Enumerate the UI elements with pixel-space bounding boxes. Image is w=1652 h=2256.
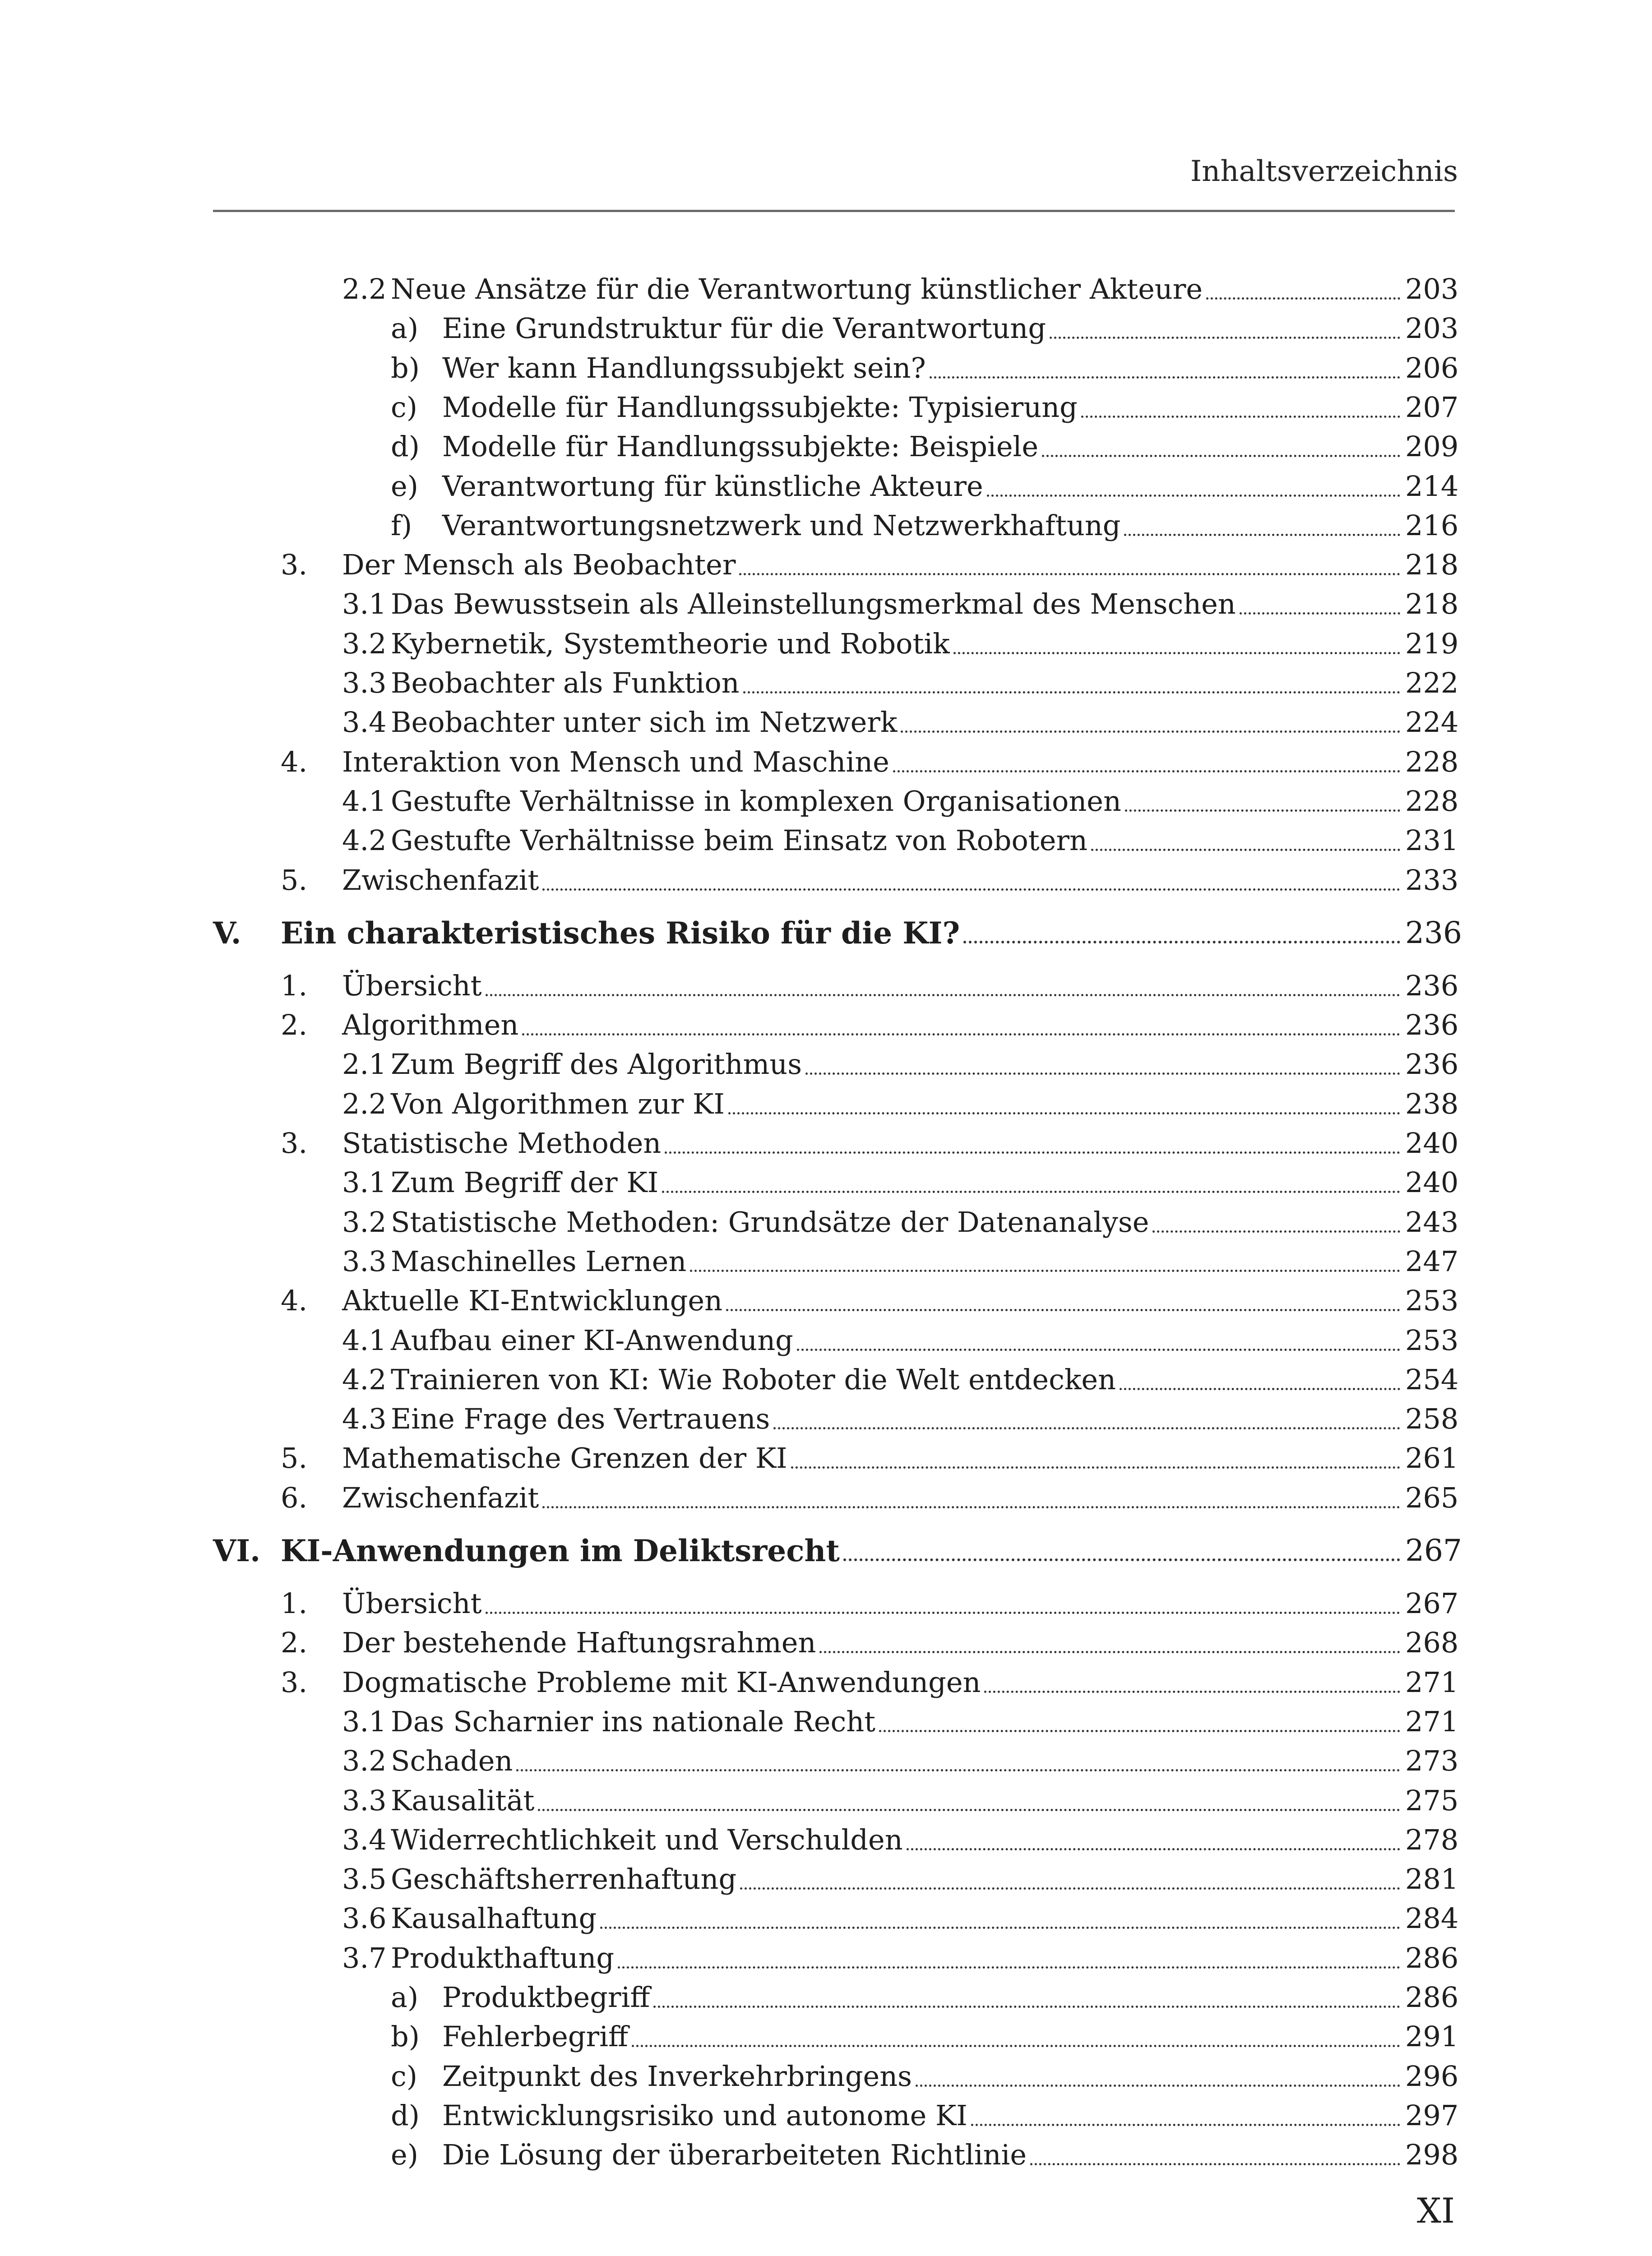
toc-entry-page: 253 bbox=[1405, 1323, 1459, 1357]
toc-entry-leader-line bbox=[342, 1007, 1404, 1044]
toc-entry-leader-line bbox=[342, 1585, 1404, 1622]
toc-entry-page: 233 bbox=[1405, 863, 1459, 897]
dot-leader bbox=[1030, 2163, 1400, 2165]
toc-entry-number: c) bbox=[391, 2059, 417, 2093]
toc-entry-page: 231 bbox=[1405, 824, 1459, 857]
toc-entry-title: Der bestehende Haftungsrahmen bbox=[342, 1626, 816, 1660]
toc-entry-number: 5. bbox=[281, 863, 308, 897]
toc-entry-row[interactable] bbox=[0, 2097, 1652, 2134]
toc-entry-number: 6. bbox=[281, 1481, 308, 1514]
toc-entry-title: Ein charakteristisches Risiko für die KI? bbox=[281, 915, 960, 951]
toc-entry-page: 254 bbox=[1405, 1363, 1459, 1396]
toc-entry-page: 284 bbox=[1405, 1902, 1459, 1935]
toc-entry-leader-line bbox=[342, 1624, 1404, 1661]
toc-entry-title: Übersicht bbox=[342, 1587, 482, 1620]
toc-entry-page: 219 bbox=[1405, 627, 1459, 660]
toc-entry-number: d) bbox=[391, 2099, 420, 2132]
toc-entry-number: 3.3 bbox=[342, 1784, 387, 1817]
toc-entry-row[interactable] bbox=[0, 428, 1652, 465]
toc-entry-row[interactable] bbox=[0, 310, 1652, 347]
toc-entry-page: 253 bbox=[1405, 1284, 1459, 1318]
toc-entry-row[interactable] bbox=[0, 1282, 1652, 1319]
toc-entry-title: Modelle für Handlungssubjekte: Beispiele bbox=[442, 430, 1039, 463]
toc-entry-leader-line bbox=[342, 967, 1404, 1004]
toc-entry-title: Das Scharnier ins nationale Recht bbox=[391, 1705, 876, 1738]
toc-entry-number: 3.6 bbox=[342, 1902, 387, 1935]
toc-entry-number: 3.2 bbox=[342, 1744, 387, 1778]
toc-entry-title: Zwischenfazit bbox=[342, 863, 539, 897]
toc-entry-row[interactable] bbox=[0, 2136, 1652, 2173]
toc-entry-leader-line bbox=[342, 744, 1404, 781]
toc-entry-title: Algorithmen bbox=[342, 1008, 519, 1042]
toc-entry-row[interactable] bbox=[0, 546, 1652, 583]
toc-entry-title: Aufbau einer KI-Anwendung bbox=[391, 1323, 793, 1357]
toc-entry-leader-line bbox=[342, 1479, 1404, 1516]
toc-entry-page: 281 bbox=[1405, 1863, 1459, 1896]
toc-entry-row[interactable] bbox=[0, 1361, 1652, 1398]
toc-entry-page: 222 bbox=[1405, 666, 1459, 699]
toc-entry-leader-line bbox=[391, 1086, 1404, 1123]
dot-leader bbox=[791, 1466, 1400, 1469]
toc-entry-title: Eine Frage des Vertrauens bbox=[391, 1402, 770, 1436]
toc-entry-title: Zwischenfazit bbox=[342, 1481, 539, 1514]
toc-entry-row[interactable] bbox=[0, 1243, 1652, 1280]
dot-leader bbox=[907, 1848, 1400, 1850]
toc-entry-row[interactable] bbox=[0, 1164, 1652, 1201]
dot-leader bbox=[963, 941, 1400, 943]
dot-leader bbox=[1152, 1230, 1400, 1233]
toc-entry-number: 3. bbox=[281, 1127, 308, 1160]
toc-entry-leader-line bbox=[442, 2018, 1404, 2055]
toc-entry-title: Dogmatische Probleme mit KI-Anwendungen bbox=[342, 1665, 981, 1699]
toc-entry-row[interactable] bbox=[0, 1624, 1652, 1661]
toc-entry-number: 3.5 bbox=[342, 1863, 387, 1896]
dot-leader bbox=[1120, 1388, 1400, 1390]
toc-entry-row[interactable] bbox=[0, 350, 1652, 387]
toc-entry-leader-line bbox=[342, 1664, 1404, 1701]
toc-entry-row[interactable] bbox=[0, 507, 1652, 544]
toc-entry-number: 4.1 bbox=[342, 1323, 387, 1357]
toc-entry-page: 240 bbox=[1405, 1127, 1459, 1160]
toc-entry-leader-line bbox=[342, 862, 1404, 899]
toc-entry-page: 296 bbox=[1405, 2059, 1459, 2093]
toc-entry-title: Zum Begriff des Algorithmus bbox=[391, 1048, 802, 1081]
toc-entry-leader-line bbox=[391, 1861, 1404, 1898]
dot-leader bbox=[916, 2085, 1400, 2087]
toc-entry-page: 267 bbox=[1405, 1587, 1459, 1620]
toc-entry-title: Modelle für Handlungssubjekte: Typisierung bbox=[442, 390, 1078, 424]
dot-leader bbox=[653, 2006, 1400, 2008]
toc-entry-leader-line bbox=[442, 2097, 1404, 2134]
toc-entry-number: 3.3 bbox=[342, 1244, 387, 1278]
toc-entry-number: e) bbox=[391, 469, 418, 503]
toc-entry-row[interactable] bbox=[0, 704, 1652, 741]
dot-leader bbox=[728, 1112, 1400, 1114]
toc-entry-row[interactable] bbox=[0, 1204, 1652, 1241]
toc-entry-row[interactable] bbox=[0, 1440, 1652, 1477]
dot-leader bbox=[893, 770, 1400, 772]
toc-entry-number: 3. bbox=[281, 1665, 308, 1699]
dot-leader bbox=[843, 1558, 1400, 1561]
toc-entry-row[interactable] bbox=[0, 1782, 1652, 1819]
toc-entry-leader-line bbox=[391, 1900, 1404, 1937]
toc-entry-number: 3.3 bbox=[342, 666, 387, 699]
toc-entry-row[interactable] bbox=[0, 586, 1652, 623]
toc-entry-number: b) bbox=[391, 351, 420, 384]
toc-entry-number: 3.7 bbox=[342, 1941, 387, 1974]
dot-leader bbox=[984, 1691, 1400, 1693]
toc-entry-leader-line bbox=[391, 822, 1404, 859]
toc-entry-page: 243 bbox=[1405, 1205, 1459, 1239]
toc-entry-row[interactable] bbox=[0, 1046, 1652, 1083]
toc-entry-title: Mathematische Grenzen der KI bbox=[342, 1442, 787, 1475]
toc-entry-title: Schaden bbox=[391, 1744, 513, 1778]
dot-leader bbox=[486, 1612, 1401, 1614]
toc-entry-page: 265 bbox=[1405, 1481, 1459, 1514]
toc-entry-title: Zum Begriff der KI bbox=[391, 1166, 659, 1199]
toc-entry-row[interactable] bbox=[0, 1900, 1652, 1937]
dot-leader bbox=[1124, 534, 1400, 536]
page-number: XI bbox=[1416, 2191, 1455, 2231]
toc-entry-page: 236 bbox=[1405, 1008, 1459, 1042]
toc-entry-page: 236 bbox=[1405, 969, 1459, 1002]
toc-entry-title: Produkthaftung bbox=[391, 1941, 615, 1974]
toc-entry-page: 203 bbox=[1405, 312, 1459, 345]
dot-leader bbox=[901, 730, 1400, 733]
toc-entry-page: 218 bbox=[1405, 548, 1459, 582]
toc-entry-leader-line bbox=[342, 1440, 1404, 1477]
toc-entry-page: 267 bbox=[1405, 1533, 1462, 1568]
dot-leader bbox=[1125, 809, 1400, 812]
toc-entry-number: b) bbox=[391, 2020, 420, 2053]
dot-leader bbox=[805, 1073, 1400, 1075]
toc-entry-number: 3.4 bbox=[342, 706, 387, 739]
toc-entry-title: Widerrechtlichkeit und Verschulden bbox=[391, 1823, 903, 1856]
toc-entry-row[interactable] bbox=[0, 1322, 1652, 1359]
toc-entry-row[interactable] bbox=[0, 2018, 1652, 2055]
dot-leader bbox=[726, 1309, 1400, 1311]
toc-entry-leader-line bbox=[391, 1703, 1404, 1740]
toc-entry-page: 236 bbox=[1405, 1048, 1459, 1081]
toc-entry-row[interactable] bbox=[0, 1479, 1652, 1516]
toc-entry-row[interactable] bbox=[0, 862, 1652, 899]
toc-entry-number: 3.1 bbox=[342, 1705, 387, 1738]
dot-leader bbox=[538, 1809, 1400, 1811]
toc-entry-row[interactable] bbox=[0, 271, 1652, 308]
toc-entry-title: Geschäftsherrenhaftung bbox=[391, 1863, 737, 1896]
dot-leader bbox=[618, 1966, 1400, 1969]
toc-entry-number: 4.3 bbox=[342, 1402, 387, 1436]
dot-leader bbox=[739, 573, 1400, 575]
toc-entry-page: 216 bbox=[1405, 509, 1459, 542]
toc-entry-row[interactable] bbox=[0, 1401, 1652, 1438]
toc-entry-title: Fehlerbegriff bbox=[442, 2020, 628, 2053]
dot-leader bbox=[1206, 297, 1400, 300]
toc-entry-title: Verantwortung für künstliche Akteure bbox=[442, 469, 983, 503]
toc-entry-row[interactable] bbox=[0, 1821, 1652, 1858]
dot-leader bbox=[1240, 612, 1400, 615]
dot-leader bbox=[1081, 416, 1400, 418]
toc-entry-page: 228 bbox=[1405, 784, 1459, 818]
toc-entry-leader-line bbox=[391, 665, 1404, 702]
toc-entry-page: 206 bbox=[1405, 351, 1459, 384]
toc-entry-title: Kausalhaftung bbox=[391, 1902, 597, 1935]
toc-entry-leader-line bbox=[391, 1361, 1404, 1398]
toc-entry-page: 203 bbox=[1405, 273, 1459, 305]
toc-entry-page: 268 bbox=[1405, 1626, 1459, 1660]
toc-entry-number: c) bbox=[391, 390, 417, 424]
toc-entry-page: 236 bbox=[1405, 915, 1462, 950]
dot-leader bbox=[522, 1033, 1400, 1036]
dot-leader bbox=[819, 1651, 1400, 1653]
toc-entry-page: 240 bbox=[1405, 1166, 1459, 1199]
toc-entry-leader-line bbox=[442, 2136, 1404, 2173]
toc-entry-leader-line bbox=[391, 1164, 1404, 1201]
toc-entry-number: f) bbox=[391, 509, 412, 542]
toc-entry-page: 207 bbox=[1405, 390, 1459, 424]
toc-entry-title: Statistische Methoden: Grundsätze der Datenanalyse bbox=[391, 1205, 1149, 1239]
toc-entry-leader-line bbox=[442, 428, 1404, 465]
toc-entry-title: Der Mensch als Beobachter bbox=[342, 548, 736, 582]
toc-entry-title: Übersicht bbox=[342, 969, 482, 1002]
toc-entry-row[interactable] bbox=[0, 389, 1652, 426]
toc-entry-leader-line bbox=[391, 1940, 1404, 1977]
toc-entry-row[interactable] bbox=[0, 1940, 1652, 1977]
toc-entry-leader-line bbox=[391, 704, 1404, 741]
toc-entry-row[interactable] bbox=[0, 1585, 1652, 1622]
toc-entry-leader-line bbox=[391, 1204, 1404, 1241]
toc-entry-page: 273 bbox=[1405, 1744, 1459, 1778]
toc-entry-page: 218 bbox=[1405, 587, 1459, 621]
toc-entry-row[interactable] bbox=[0, 1125, 1652, 1162]
toc-entry-leader-line bbox=[391, 1322, 1404, 1359]
dot-leader bbox=[542, 1506, 1400, 1508]
toc-entry-title: Beobachter unter sich im Netzwerk bbox=[391, 706, 898, 739]
toc-entry-leader-line bbox=[442, 468, 1404, 505]
toc-entry-page: 271 bbox=[1405, 1705, 1459, 1738]
toc-entry-number: 4.2 bbox=[342, 1363, 387, 1396]
toc-entry-page: 271 bbox=[1405, 1665, 1459, 1699]
toc-entry-leader-line bbox=[391, 1046, 1404, 1083]
running-head: Inhaltsverzeichnis bbox=[1190, 155, 1458, 188]
toc-entry-number: d) bbox=[391, 430, 420, 463]
toc-chapter-row[interactable] bbox=[0, 1532, 1652, 1569]
dot-leader bbox=[953, 652, 1400, 654]
toc-entry-title: Gestufte Verhältnisse beim Einsatz von Robotern bbox=[391, 824, 1087, 857]
toc-entry-row[interactable] bbox=[0, 1007, 1652, 1044]
toc-entry-page: 278 bbox=[1405, 1823, 1459, 1856]
toc-entry-page: 209 bbox=[1405, 430, 1459, 463]
dot-leader bbox=[797, 1349, 1400, 1351]
dot-leader bbox=[743, 691, 1400, 693]
toc-entry-number: 4. bbox=[281, 1284, 308, 1318]
toc-entry-title: Aktuelle KI-Entwicklungen bbox=[342, 1284, 722, 1318]
toc-entry-row[interactable] bbox=[0, 1861, 1652, 1898]
toc-entry-title: Kybernetik, Systemtheorie und Robotik bbox=[391, 627, 950, 660]
toc-entry-page: 261 bbox=[1405, 1442, 1459, 1475]
toc-entry-leader-line bbox=[442, 350, 1404, 387]
dot-leader bbox=[486, 994, 1401, 996]
toc-entry-number: 2.2 bbox=[342, 273, 387, 305]
toc-entry-title: Produktbegriff bbox=[442, 1981, 650, 2014]
toc-entry-row[interactable] bbox=[0, 1703, 1652, 1740]
toc-entry-leader-line bbox=[391, 1782, 1404, 1819]
toc-entry-number: 1. bbox=[281, 1587, 308, 1620]
dot-leader bbox=[516, 1769, 1400, 1771]
toc-entry-title: Eine Grundstruktur für die Verantwortung bbox=[442, 312, 1046, 345]
toc-entry-row[interactable] bbox=[0, 625, 1652, 662]
toc-entry-title: Die Lösung der überarbeiteten Richtlinie bbox=[442, 2138, 1027, 2172]
toc-entry-row[interactable] bbox=[0, 2058, 1652, 2095]
toc-entry-leader-line bbox=[342, 1125, 1404, 1162]
toc-entry-title: Neue Ansätze für die Verantwortung künstlicher Akteure bbox=[391, 273, 1203, 305]
toc-entry-page: 286 bbox=[1405, 1941, 1459, 1974]
toc-entry-title: Verantwortungsnetzwerk und Netzwerkhaftung bbox=[442, 509, 1121, 542]
toc-entry-number: 3.1 bbox=[342, 587, 387, 621]
dot-leader bbox=[542, 888, 1400, 891]
toc-entry-number: 2.2 bbox=[342, 1087, 387, 1120]
dot-leader bbox=[773, 1427, 1400, 1429]
toc-entry-leader-line bbox=[342, 546, 1404, 583]
toc-entry-row[interactable] bbox=[0, 1664, 1652, 1701]
toc-entry-number: 4. bbox=[281, 745, 308, 778]
toc-entry-number: a) bbox=[391, 312, 419, 345]
toc-entry-title: Beobachter als Funktion bbox=[391, 666, 740, 699]
toc-entry-number: VI. bbox=[213, 1533, 261, 1568]
dot-leader bbox=[690, 1270, 1400, 1272]
toc-entry-leader-line bbox=[391, 271, 1404, 308]
dot-leader bbox=[987, 495, 1400, 497]
toc-entry-page: 214 bbox=[1405, 469, 1459, 503]
toc-entry-title: KI-Anwendungen im Deliktsrecht bbox=[281, 1533, 840, 1568]
dot-leader bbox=[1050, 337, 1400, 339]
toc-entry-title: Kausalität bbox=[391, 1784, 535, 1817]
dot-leader bbox=[971, 2124, 1400, 2126]
toc-entry-leader-line bbox=[442, 310, 1404, 347]
toc-entry-page: 286 bbox=[1405, 1981, 1459, 2014]
toc-entry-title: Wer kann Handlungssubjekt sein? bbox=[442, 351, 926, 384]
toc-entry-row[interactable] bbox=[0, 1743, 1652, 1780]
toc-entry-leader-line bbox=[391, 1243, 1404, 1280]
toc-entry-title: Trainieren von KI: Wie Roboter die Welt entdecken bbox=[391, 1363, 1116, 1396]
toc-entry-row[interactable] bbox=[0, 1086, 1652, 1123]
toc-entry-title: Das Bewusstsein als Alleinstellungsmerkmal des Menschen bbox=[391, 587, 1236, 621]
toc-entry-row[interactable] bbox=[0, 967, 1652, 1004]
toc-entry-page: 298 bbox=[1405, 2138, 1459, 2172]
toc-entry-leader-line bbox=[442, 1979, 1404, 2016]
toc-entry-number: V. bbox=[213, 915, 241, 951]
toc-entry-title: Gestufte Verhältnisse in komplexen Organisationen bbox=[391, 784, 1121, 818]
toc-entry-leader-line bbox=[442, 389, 1404, 426]
toc-entry-page: 275 bbox=[1405, 1784, 1459, 1817]
toc-entry-row[interactable] bbox=[0, 1979, 1652, 2016]
toc-entry-number: 3.4 bbox=[342, 1823, 387, 1856]
toc-entry-number: a) bbox=[391, 1981, 419, 2014]
toc-entry-number: e) bbox=[391, 2138, 418, 2172]
toc-entry-leader-line bbox=[391, 1743, 1404, 1780]
toc-entry-title: Zeitpunkt des Inverkehrbringens bbox=[442, 2059, 912, 2093]
toc-chapter-row[interactable] bbox=[0, 915, 1652, 952]
toc-entry-number: 3.2 bbox=[342, 1205, 387, 1239]
toc-entry-row[interactable] bbox=[0, 783, 1652, 820]
toc-entry-number: 4.1 bbox=[342, 784, 387, 818]
toc-entry-row[interactable] bbox=[0, 468, 1652, 505]
toc-entry-number: 2.1 bbox=[342, 1048, 387, 1081]
dot-leader bbox=[632, 2045, 1400, 2047]
toc-entry-leader-line bbox=[281, 915, 1404, 952]
toc-entry-row[interactable] bbox=[0, 665, 1652, 702]
toc-entry-row[interactable] bbox=[0, 744, 1652, 781]
toc-entry-number: 2. bbox=[281, 1008, 308, 1042]
toc-entry-title: Entwicklungsrisiko und autonome KI bbox=[442, 2099, 967, 2132]
toc-entry-leader-line bbox=[442, 2058, 1404, 2095]
toc-entry-leader-line bbox=[391, 783, 1404, 820]
toc-entry-leader-line bbox=[442, 507, 1404, 544]
dot-leader bbox=[1091, 849, 1400, 851]
toc-entry-leader-line bbox=[391, 625, 1404, 662]
toc-entry-leader-line bbox=[342, 1282, 1404, 1319]
header-rule bbox=[213, 210, 1455, 212]
toc-entry-number: 4.2 bbox=[342, 824, 387, 857]
toc-entry-page: 224 bbox=[1405, 706, 1459, 739]
toc-entry-title: Maschinelles Lernen bbox=[391, 1244, 687, 1278]
dot-leader bbox=[930, 376, 1400, 379]
toc-entry-number: 3.2 bbox=[342, 627, 387, 660]
toc-entry-number: 1. bbox=[281, 969, 308, 1002]
toc-entry-page: 247 bbox=[1405, 1244, 1459, 1278]
dot-leader bbox=[662, 1191, 1400, 1193]
dot-leader bbox=[600, 1927, 1400, 1929]
toc-entry-row[interactable] bbox=[0, 822, 1652, 859]
toc-entry-number: 3. bbox=[281, 548, 308, 582]
toc-entry-page: 297 bbox=[1405, 2099, 1459, 2132]
toc-entry-leader-line bbox=[281, 1532, 1404, 1569]
toc-entry-page: 258 bbox=[1405, 1402, 1459, 1436]
toc-entry-leader-line bbox=[391, 586, 1404, 623]
toc-entry-number: 3.1 bbox=[342, 1166, 387, 1199]
toc-entry-title: Statistische Methoden bbox=[342, 1127, 662, 1160]
toc-entry-page: 228 bbox=[1405, 745, 1459, 778]
dot-leader bbox=[740, 1887, 1400, 1890]
toc-entry-page: 291 bbox=[1405, 2020, 1459, 2053]
toc-entry-title: Von Algorithmen zur KI bbox=[391, 1087, 725, 1120]
dot-leader bbox=[1042, 455, 1400, 457]
toc-entry-title: Interaktion von Mensch und Maschine bbox=[342, 745, 889, 778]
dot-leader bbox=[879, 1730, 1400, 1732]
toc-entry-number: 5. bbox=[281, 1442, 308, 1475]
toc-entry-leader-line bbox=[391, 1401, 1404, 1438]
toc-entry-leader-line bbox=[391, 1821, 1404, 1858]
toc-entry-number: 2. bbox=[281, 1626, 308, 1660]
toc-entry-page: 238 bbox=[1405, 1087, 1459, 1120]
dot-leader bbox=[665, 1151, 1400, 1154]
